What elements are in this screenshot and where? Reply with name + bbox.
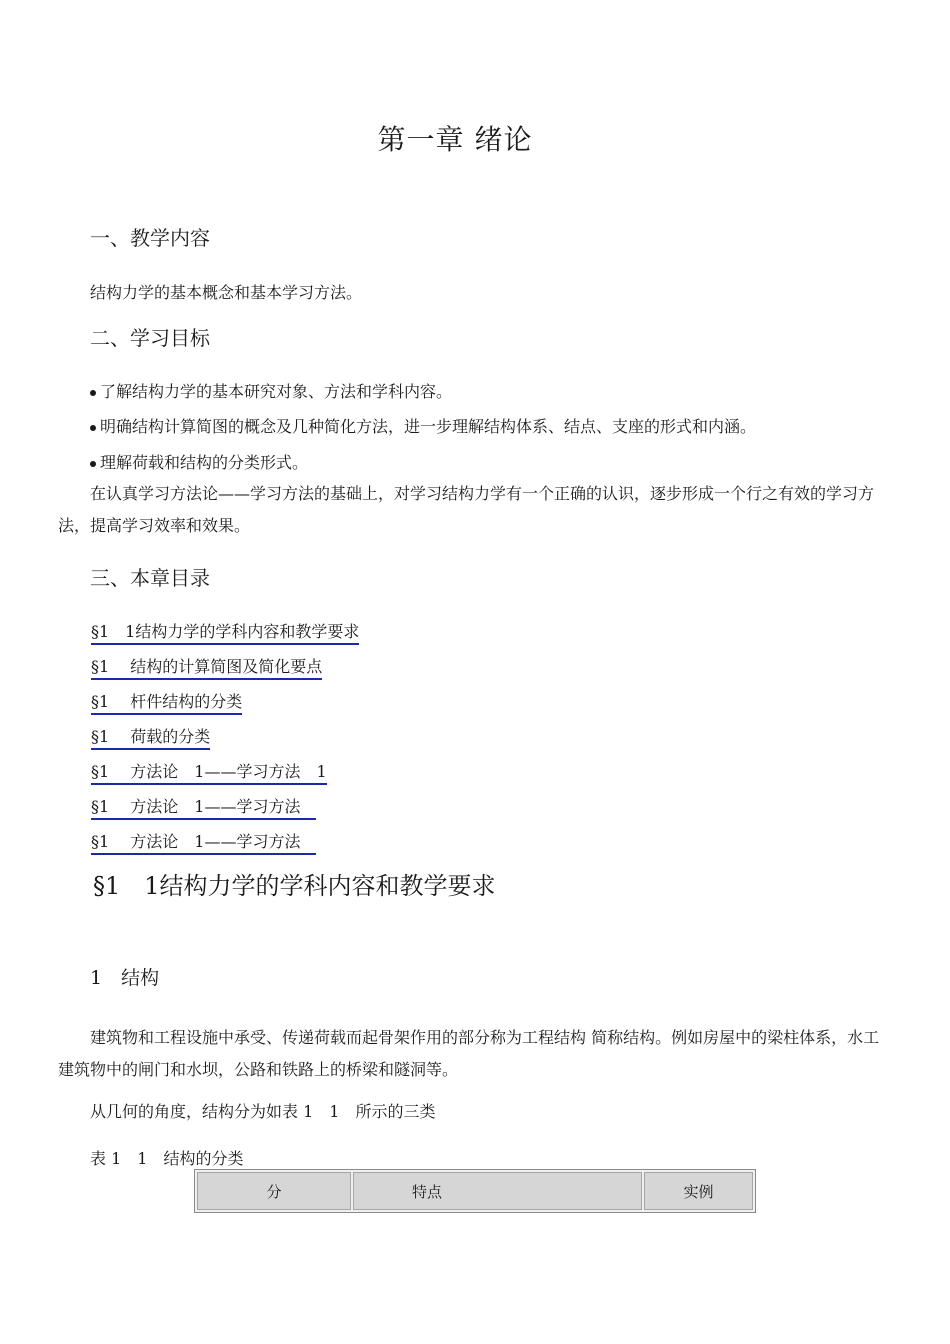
header-features: 特点 [353,1172,642,1210]
goal-item: 明确结构计算简图的概念及几种简化方法，进一步理解结构体系、结点、支座的形式和内涵。 [90,414,756,437]
chapter-title: 第一章 绪论 [377,123,533,156]
header-category: 分 [197,1172,351,1210]
goal-item: 了解结构力学的基本研究对象、方法和学科内容。 [90,379,452,402]
heading-chapter-toc: 三、本章目录 [90,566,210,590]
toc-link-4[interactable]: §1 荷载的分类 [91,724,210,750]
structure-classes-text: 从几何的角度，结构分为如表 1 1 所示的三类 [90,1102,436,1121]
section-title: §1 1结构力学的学科内容和教学要求 [93,872,496,900]
goal-item: 理解荷载和结构的分类形式。 [90,450,308,473]
bullet-icon [90,425,96,431]
toc-link-1[interactable]: §1 1结构力学的学科内容和教学要求 [91,619,359,645]
toc-link-3[interactable]: §1 杆件结构的分类 [91,689,242,715]
table-caption: 表 1 1 结构的分类 [90,1149,244,1168]
toc-link-6[interactable]: §1 方法论 1——学习方法 [91,794,316,820]
heading-learning-goals: 二、学习目标 [90,326,210,350]
teaching-content-text: 结构力学的基本概念和基本学习方法。 [90,283,363,302]
toc-link-2[interactable]: §1 结构的计算简图及简化要点 [91,654,322,680]
subsection-title: 1 结构 [90,967,160,989]
table-header-row [197,1172,753,1210]
bullet-icon [90,390,96,396]
heading-teaching-content: 一、教学内容 [90,226,210,250]
header-examples: 实例 [644,1172,753,1210]
toc-link-5[interactable]: §1 方法论 1——学习方法 1 [91,759,327,785]
goals-paragraph: 在认真学习方法论——学习方法的基础上，对学习结构力学有一个正确的认识，逐步形成一个行之有效的学习方法，提高学习效率和效果。 [58,484,875,535]
structure-definition-paragraph: 建筑物和工程设施中承受、传递荷载而起骨架作用的部分称为工程结构 简称结构。例如房屋中的梁柱体系，水工建筑物中的闸门和水坝，公路和铁路上的桥梁和隧洞等。 [58,1028,880,1079]
bullet-icon [90,461,96,467]
toc-link-7[interactable]: §1 方法论 1——学习方法 [91,829,316,855]
structure-classification-table [194,1169,756,1213]
